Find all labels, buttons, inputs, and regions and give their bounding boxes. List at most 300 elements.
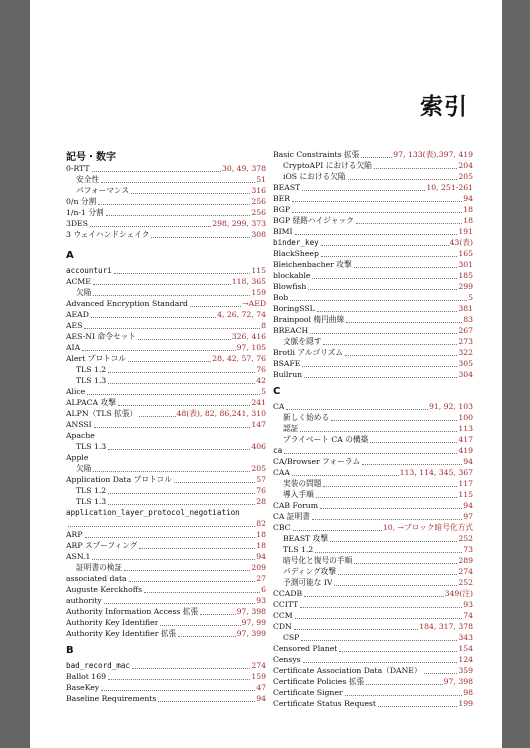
dot-leader xyxy=(94,427,251,428)
page-references: 93 xyxy=(463,600,473,609)
index-entry xyxy=(273,501,473,511)
page-references: 241 xyxy=(251,398,266,407)
index-term: BaseKey xyxy=(66,683,100,692)
dot-leader xyxy=(290,300,467,301)
index-entry xyxy=(66,475,266,485)
index-entry xyxy=(66,299,266,309)
page-references: 10, →ブロック暗号化方式 xyxy=(382,523,473,532)
page-references: 42 xyxy=(256,376,266,385)
page-references: 18 xyxy=(256,541,266,550)
index-subentry xyxy=(283,490,473,500)
index-entry xyxy=(273,677,473,687)
page-references: 4, 26, 72, 74 xyxy=(217,310,266,319)
page-references: 406 xyxy=(251,442,266,451)
index-subentry xyxy=(76,365,266,375)
page-references: 5 xyxy=(261,387,266,396)
index-entry xyxy=(273,183,473,193)
dot-leader xyxy=(339,651,457,652)
page-references: 322 xyxy=(458,348,473,357)
dot-leader xyxy=(294,629,418,630)
index-entry xyxy=(273,589,473,599)
dot-leader xyxy=(92,559,255,560)
index-subentry xyxy=(76,442,266,452)
dot-leader xyxy=(174,482,255,483)
index-entry xyxy=(273,326,473,336)
index-subentry xyxy=(283,479,473,489)
index-term: Censored Planet xyxy=(273,644,338,653)
index-term: blockable xyxy=(273,271,311,280)
index-term: 0-RTT xyxy=(66,164,90,173)
index-entry xyxy=(273,249,473,259)
dot-leader xyxy=(304,596,444,597)
index-entry xyxy=(273,644,473,654)
index-entry xyxy=(66,387,266,397)
index-entry xyxy=(66,683,266,693)
page-references: 205 xyxy=(458,172,473,181)
index-entry xyxy=(66,694,266,704)
index-term: Censys xyxy=(273,655,301,664)
page-references: 97, 99 xyxy=(241,618,266,627)
index-term: CCM xyxy=(273,611,293,620)
index-term: CA/Browser フォーラム xyxy=(273,457,361,466)
index-entry xyxy=(273,370,473,380)
page-references: 10, 251-261 xyxy=(426,183,473,192)
page-references: 97, 105 xyxy=(236,343,266,352)
index-term: Brotli アルゴリズム xyxy=(273,348,344,357)
index-term: CCADB xyxy=(273,589,303,598)
dot-leader xyxy=(132,668,250,669)
index-term: BoringSSL xyxy=(273,304,315,313)
page-references: 326, 416 xyxy=(231,332,266,341)
page-references: 304 xyxy=(458,370,473,379)
index-term: Authority Key Identifier xyxy=(66,618,159,627)
index-term: ACME xyxy=(66,277,91,286)
index-entry xyxy=(66,585,266,595)
book-page xyxy=(30,0,502,748)
index-entry xyxy=(273,666,473,676)
index-term: ARP xyxy=(66,530,83,539)
index-term: 3DES xyxy=(66,219,88,228)
index-entry xyxy=(66,541,266,551)
index-term: ALPN（TLS 拡張） xyxy=(66,409,138,418)
index-subentry xyxy=(76,464,266,474)
index-entry xyxy=(273,150,473,160)
index-term: Advanced Encryption Standard xyxy=(66,299,188,308)
dot-leader xyxy=(190,306,241,307)
index-entry xyxy=(66,343,266,353)
dot-leader xyxy=(92,171,221,172)
index-term: 導入手順 xyxy=(283,490,314,499)
dot-leader xyxy=(362,464,462,465)
index-subentry xyxy=(283,424,473,434)
page-references: 100 xyxy=(458,413,473,422)
dot-leader xyxy=(303,662,458,663)
page-references: 159 xyxy=(251,672,266,681)
page-references: 349(注) xyxy=(444,589,473,598)
index-term: CDN xyxy=(273,622,292,631)
index-term: 認証 xyxy=(283,424,299,433)
index-term: authority xyxy=(66,596,102,605)
index-entry xyxy=(66,219,266,229)
page-references: 417 xyxy=(458,435,473,444)
page-references: 381 xyxy=(458,304,473,313)
index-term: BGP 経路ハイジャック xyxy=(273,216,354,225)
page-references: 252 xyxy=(458,534,473,543)
page-references: 256 xyxy=(251,208,266,217)
index-term: TLS 1.2 xyxy=(76,365,107,374)
index-subentry xyxy=(283,435,473,445)
index-entry xyxy=(66,277,266,287)
dot-leader xyxy=(346,322,462,323)
dot-leader xyxy=(295,618,463,619)
dot-leader xyxy=(292,475,399,476)
page-references: 97, 399 xyxy=(236,629,266,638)
index-section-heading: B xyxy=(66,645,74,656)
page-references: 159 xyxy=(251,288,266,297)
index-term: Bleichenbacher 攻撃 xyxy=(273,260,352,269)
page-references: 256 xyxy=(251,197,266,206)
index-term: Baseline Requirements xyxy=(66,694,157,703)
page-references: 76 xyxy=(256,486,266,495)
page-references: 305 xyxy=(458,359,473,368)
index-term: プライベート CA の構築 xyxy=(283,435,369,444)
index-entry xyxy=(273,688,473,698)
index-subentry xyxy=(76,186,266,196)
dot-leader xyxy=(304,377,457,378)
page-references: 289 xyxy=(458,556,473,565)
index-term: BEAST xyxy=(273,183,301,192)
index-entry xyxy=(273,238,473,248)
dot-leader xyxy=(87,394,260,395)
index-term: Authority Key Identifier 拡張 xyxy=(66,629,177,638)
index-term: パフォーマンス xyxy=(76,186,130,195)
index-term: AES xyxy=(66,321,83,330)
dot-leader xyxy=(320,508,462,509)
page-references: 83 xyxy=(463,315,473,324)
dot-leader xyxy=(200,614,235,615)
page-references: 97 xyxy=(463,512,473,521)
dot-leader xyxy=(301,640,457,641)
index-entry xyxy=(273,227,473,237)
page-references: 27 xyxy=(256,574,266,583)
page-references: 301 xyxy=(458,260,473,269)
index-term: Certificate Association Data（DANE） xyxy=(273,666,422,675)
index-term: Basic Constraints 拡張 xyxy=(273,150,360,159)
page-references: 115 xyxy=(458,490,473,499)
page-references: 273 xyxy=(458,337,473,346)
page-references: 57 xyxy=(256,475,266,484)
dot-leader xyxy=(334,585,457,586)
index-term: ANSSI xyxy=(66,420,92,429)
dot-leader xyxy=(323,486,457,487)
dot-leader xyxy=(139,548,255,549)
index-term: BSAFE xyxy=(273,359,301,368)
index-term: CCITT xyxy=(273,600,299,609)
page-references: 308 xyxy=(251,230,266,239)
index-term: Authority Information Access 拡張 xyxy=(66,607,199,616)
index-term: bad_record_mac xyxy=(66,661,131,670)
index-subentry xyxy=(283,534,473,544)
index-entry xyxy=(66,230,266,240)
index-subentry xyxy=(283,337,473,347)
index-entry xyxy=(66,618,266,628)
dot-leader xyxy=(295,234,458,235)
index-subentry xyxy=(283,633,473,643)
dot-leader xyxy=(139,416,175,417)
index-term: CAA xyxy=(273,468,290,477)
index-term: Brainpool 楕円曲線 xyxy=(273,315,345,324)
index-subentry xyxy=(283,161,473,171)
index-term: Blowfish xyxy=(273,282,307,291)
page-references: 18 xyxy=(463,205,473,214)
dot-leader xyxy=(374,168,457,169)
index-term: CryptoAPI における欠陥 xyxy=(283,161,372,170)
page-references: 18 xyxy=(463,216,473,225)
index-term: 欠陥 xyxy=(76,464,92,473)
page-references: 97, 398 xyxy=(443,677,473,686)
index-entry xyxy=(66,552,266,562)
page-references: 115 xyxy=(251,266,266,275)
dot-leader xyxy=(101,182,255,183)
index-term: Apache xyxy=(66,431,95,440)
page-references: 47 xyxy=(256,683,266,692)
index-entry xyxy=(273,468,473,478)
index-entry xyxy=(66,661,266,671)
index-section-heading: A xyxy=(66,250,74,261)
dot-leader xyxy=(108,679,250,680)
index-term: BER xyxy=(273,194,291,203)
index-subentry xyxy=(76,563,266,573)
page-references: 5 xyxy=(468,293,473,302)
index-term: associated data xyxy=(66,574,127,583)
dot-leader xyxy=(316,497,458,498)
index-entry xyxy=(66,607,266,617)
page-references: 118, 365 xyxy=(231,277,266,286)
index-term: パディング攻撃 xyxy=(283,567,337,576)
dot-leader xyxy=(356,223,462,224)
page-references: 18 xyxy=(256,530,266,539)
index-term: AIA xyxy=(66,343,81,352)
index-term: 文脈を隠す xyxy=(283,337,322,346)
dot-leader xyxy=(118,405,250,406)
page-references: 73 xyxy=(463,545,473,554)
index-section-heading: 記号・数字 xyxy=(66,152,116,163)
page-references: 43(表) xyxy=(449,238,473,247)
page-references: 94 xyxy=(256,694,266,703)
dot-leader xyxy=(308,289,457,290)
page-references: 113, 114, 345, 367 xyxy=(399,468,473,477)
index-term: 1/n-1 分割 xyxy=(66,208,104,217)
dot-leader xyxy=(338,574,457,575)
index-entry xyxy=(273,205,473,215)
page-references: 94 xyxy=(463,501,473,510)
page-references: 165 xyxy=(458,249,473,258)
index-subentry xyxy=(283,413,473,423)
index-term: TLS 1.3 xyxy=(76,376,107,385)
index-entry xyxy=(66,208,266,218)
index-entry xyxy=(66,332,266,342)
index-term: Certificate Policies 拡張 xyxy=(273,677,365,686)
dot-leader xyxy=(108,383,255,384)
index-term: BGP xyxy=(273,205,291,214)
dot-leader xyxy=(82,350,236,351)
page-references: 204 xyxy=(458,161,473,170)
index-term: TLS 1.2 xyxy=(283,545,314,554)
dot-leader xyxy=(144,592,260,593)
dot-leader xyxy=(424,673,458,674)
index-term: TLS 1.2 xyxy=(76,486,107,495)
dot-leader xyxy=(68,526,255,527)
dot-leader xyxy=(321,245,449,246)
page-references: 199 xyxy=(458,699,473,708)
dot-leader xyxy=(98,204,250,205)
dot-leader xyxy=(131,193,250,194)
page-references: 8 xyxy=(261,321,266,330)
dot-leader xyxy=(292,212,462,213)
index-term: iOS における欠陥 xyxy=(283,172,346,181)
page-references: 359 xyxy=(458,666,473,675)
index-subentry xyxy=(283,556,473,566)
dot-leader xyxy=(300,431,457,432)
index-entry xyxy=(66,519,266,529)
index-entry xyxy=(273,282,473,292)
dot-leader xyxy=(323,344,457,345)
index-entry xyxy=(273,655,473,665)
page-references: 252 xyxy=(458,578,473,587)
page-references: 343 xyxy=(458,633,473,642)
page-references: 267 xyxy=(458,326,473,335)
dot-leader xyxy=(315,552,462,553)
index-entry xyxy=(273,304,473,314)
index-term: 予測可能な IV xyxy=(283,578,333,587)
index-entry xyxy=(273,402,473,412)
dot-leader xyxy=(101,690,255,691)
index-entry xyxy=(66,420,266,430)
index-term: 3 ウェイハンドシェイク xyxy=(66,230,150,239)
dot-leader xyxy=(158,701,255,702)
dot-leader xyxy=(286,409,428,410)
index-entry xyxy=(273,457,473,467)
index-entry xyxy=(66,574,266,584)
dot-leader xyxy=(370,442,457,443)
index-term: Alice xyxy=(66,387,86,396)
index-entry xyxy=(66,321,266,331)
dot-leader xyxy=(151,237,250,238)
dot-leader xyxy=(106,215,251,216)
index-term: TLS 1.3 xyxy=(76,497,107,506)
index-term: Auguste Kerckhoffs xyxy=(66,585,143,594)
page-references: →AED xyxy=(242,299,266,308)
page-references: 185 xyxy=(458,271,473,280)
index-entry xyxy=(273,512,473,522)
dot-leader xyxy=(378,706,457,707)
index-entry xyxy=(273,315,473,325)
index-entry xyxy=(273,622,473,632)
page-references: 298, 299, 373 xyxy=(212,219,266,228)
index-term: ASN.1 xyxy=(66,552,91,561)
index-term: 実装の問題 xyxy=(283,479,322,488)
index-entry xyxy=(273,348,473,358)
dot-leader xyxy=(93,471,250,472)
index-term: Apple xyxy=(66,453,89,462)
dot-leader xyxy=(93,284,231,285)
dot-leader xyxy=(284,453,457,454)
page-references: 74 xyxy=(463,611,473,620)
page-references: 274 xyxy=(458,567,473,576)
dot-leader xyxy=(302,190,425,191)
index-term: 欠陥 xyxy=(76,288,92,297)
index-entry xyxy=(66,164,266,174)
page-references: 6 xyxy=(261,585,266,594)
page-references: 316 xyxy=(251,186,266,195)
index-entry xyxy=(273,446,473,456)
dot-leader xyxy=(292,201,462,202)
page-references: 147 xyxy=(251,420,266,429)
index-term: Ballot 169 xyxy=(66,672,106,681)
index-term: BlackSheep xyxy=(273,249,319,258)
index-term: AEAD xyxy=(66,310,89,319)
dot-leader xyxy=(317,311,458,312)
index-entry xyxy=(273,600,473,610)
index-subentry xyxy=(76,497,266,507)
index-term: 安全性 xyxy=(76,175,100,184)
dot-leader xyxy=(312,519,462,520)
dot-leader xyxy=(312,278,457,279)
dot-leader xyxy=(160,625,240,626)
index-term: BREACH xyxy=(273,326,309,335)
index-entry xyxy=(66,197,266,207)
dot-leader xyxy=(321,256,457,257)
dot-leader xyxy=(302,366,457,367)
index-entry xyxy=(66,409,266,419)
index-entry xyxy=(273,260,473,270)
page-references: 94 xyxy=(463,194,473,203)
page-references: 184, 317, 378 xyxy=(419,622,473,631)
page-references: 28, 42, 57, 76 xyxy=(212,354,266,363)
dot-leader xyxy=(104,603,255,604)
dot-leader xyxy=(90,226,211,227)
index-term: 新しく始める xyxy=(283,413,330,422)
index-term: CBC xyxy=(273,523,291,532)
index-term: AES-NI 命令セット xyxy=(66,332,136,341)
page-references: 82 xyxy=(256,519,266,528)
page-references: 76 xyxy=(256,365,266,374)
dot-leader xyxy=(354,267,458,268)
page-references: 98 xyxy=(463,688,473,697)
index-term: BEAST 攻撃 xyxy=(283,534,329,543)
index-entry xyxy=(66,266,266,276)
dot-leader xyxy=(93,295,250,296)
index-term: ca xyxy=(273,446,283,455)
dot-leader xyxy=(114,273,251,274)
dot-leader xyxy=(348,179,458,180)
index-entry xyxy=(273,293,473,303)
index-entry xyxy=(66,530,266,540)
index-entry xyxy=(273,359,473,369)
page-references: 274 xyxy=(251,661,266,670)
index-entry xyxy=(66,431,266,441)
page-references: 97, 133(表),397, 419 xyxy=(393,150,473,159)
dot-leader xyxy=(345,355,457,356)
dot-leader xyxy=(178,636,235,637)
page-references: 113 xyxy=(458,424,473,433)
index-entry xyxy=(66,310,266,320)
dot-leader xyxy=(293,530,382,531)
index-subentry xyxy=(283,567,473,577)
page-references: 205 xyxy=(251,464,266,473)
page-references: 28 xyxy=(256,497,266,506)
index-subentry xyxy=(76,376,266,386)
